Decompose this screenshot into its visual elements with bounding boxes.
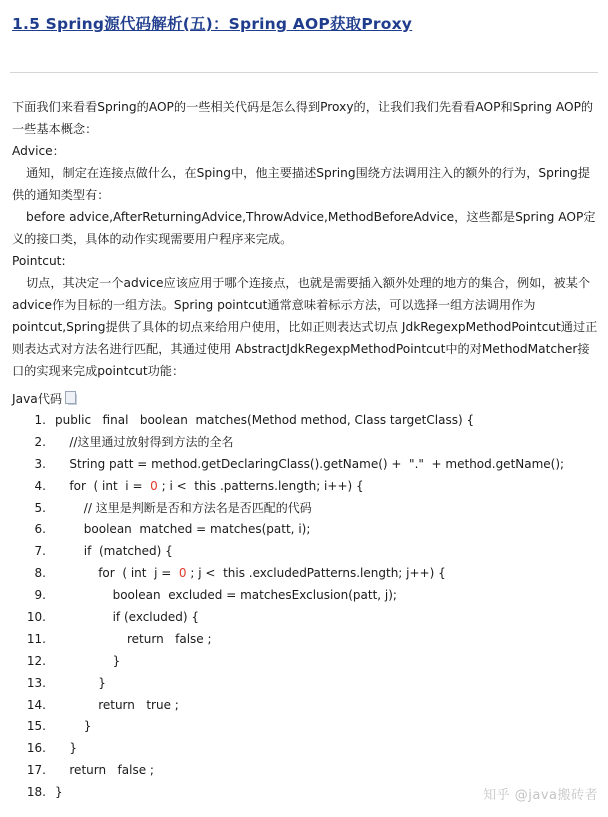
code-fragment: return false ; [69,763,154,778]
copy-code-icon[interactable] [65,391,76,404]
line-number: 11. [26,631,46,646]
code-line [0,454,608,476]
code-fragment: boolean matched = matches(patt, i); [83,522,311,537]
line-number: 14. [26,697,46,712]
code-line [0,498,608,520]
line-number: 10. [26,610,46,625]
code-text [55,541,173,563]
code-fragment: for ( int j = [98,566,179,581]
line-number: 7. [34,544,46,559]
numeric-literal: 0 [150,478,158,493]
line-number: 4. [34,478,46,493]
line-number: 17. [26,763,46,778]
code-fragment: boolean excluded = matchesExclusion(patt, j); [112,588,397,603]
pointcut-heading: Pointcut: [12,254,66,268]
code-text [55,782,63,804]
code-fragment: for ( int i = [69,478,151,493]
code-text [55,651,120,673]
line-number: 2. [34,434,46,449]
code-fragment: if (matched) { [83,544,173,559]
code-line [0,629,608,651]
code-line [0,607,608,629]
code-line [0,695,608,717]
code-text [55,695,179,717]
code-text [55,738,77,760]
code-language-label: Java代码 [12,392,63,406]
code-line [0,563,608,585]
code-text [55,563,446,585]
code-fragment: if (excluded) { [112,610,199,625]
code-text [55,585,397,607]
code-text [55,454,564,476]
code-line [0,738,608,760]
line-number: 12. [26,653,46,668]
code-fragment: } [55,785,63,800]
code-line [0,541,608,563]
code-line [0,651,608,673]
code-line [0,673,608,695]
code-text [55,410,474,432]
code-text [55,629,212,651]
code-line [0,519,608,541]
line-number: 18. [26,785,46,800]
code-text [55,519,310,541]
advice-description: 通知，制定在连接点做什么，在Sping中，他主要描述Spring围绕方法调用注入的额外的行为，Spring提供的通知类型有： [12,166,590,202]
line-number: 13. [26,675,46,690]
code-fragment: } [83,719,92,734]
line-number: 9. [34,588,46,603]
code-line [0,716,608,738]
code-fragment: return true ; [98,697,179,712]
code-fragment: } [112,653,121,668]
line-number: 15. [26,719,46,734]
advice-heading: Advice： [12,144,65,158]
code-fragment: ; j < this .excludedPatterns.length; j++) { [186,566,446,581]
article-title[interactable]: 1.5 Spring源代码解析(五)：Spring AOP获取Proxy [12,15,413,33]
code-line [0,410,608,432]
code-line [0,760,608,782]
code-fragment: ; i < this .patterns.length; i++) { [157,478,364,493]
code-text [55,716,91,738]
intro-paragraph: 下面我们来看看Spring的AOP的一些相关代码是怎么得到Proxy的，让我们我们先看看AOP和Spring AOP的一些基本概念： [12,100,594,136]
line-number: 3. [34,456,46,471]
advice-types: before advice,AfterReturningAdvice,ThrowAdvice,MethodBeforeAdvice，这些都是Spring AOP定义的接口类，具体的动作实现需要用户程序来完成。 [12,210,596,246]
code-text [55,607,199,629]
title-divider [10,72,598,73]
line-number: 5. [34,500,46,515]
code-line [0,476,608,498]
code-fragment: //这里通过放射得到方法的全名 [69,434,234,449]
code-text [55,498,312,520]
code-fragment: } [69,741,78,756]
code-line [0,585,608,607]
code-text [55,432,233,454]
code-text [55,476,364,498]
code-fragment: String patt = method.getDeclaringClass().getName() + "." + method.getName(); [69,456,565,471]
code-fragment: } [98,675,106,690]
code-text [55,673,106,695]
watermark: 知乎 @java搬砖者 [483,788,598,803]
line-number: 1. [34,413,46,427]
line-number: 8. [34,566,46,581]
line-number: 6. [34,522,46,537]
code-line [0,432,608,454]
code-fragment: // 这里是判断是否和方法名是否匹配的代码 [83,500,312,515]
code-block [0,410,608,804]
numeric-literal: 0 [178,566,187,581]
line-number: 16. [26,741,46,756]
code-block-label [12,389,76,409]
code-fragment: public final boolean matches(Method method, Class targetClass) { [55,413,475,427]
code-fragment: return false ; [127,631,212,646]
pointcut-description: 切点，其决定一个advice应该应用于哪个连接点，也就是需要插入额外处理的地方的集合，例如，被某个advice作为目标的一组方法。Spring pointcut通常意味着标示方法，可以选择一组方法调用作为pointcut,Spring提供了具体的切点来给用户使用，比如正则表达式切点 JdkRegexpMethodPointcut通过正则表达式对方法名进行匹配，其通过使用 AbstractJdkRegexpMethodPointcut中的对MethodMatcher接口的实现来完成pointcut功能： [12,276,598,378]
code-text [55,760,154,782]
